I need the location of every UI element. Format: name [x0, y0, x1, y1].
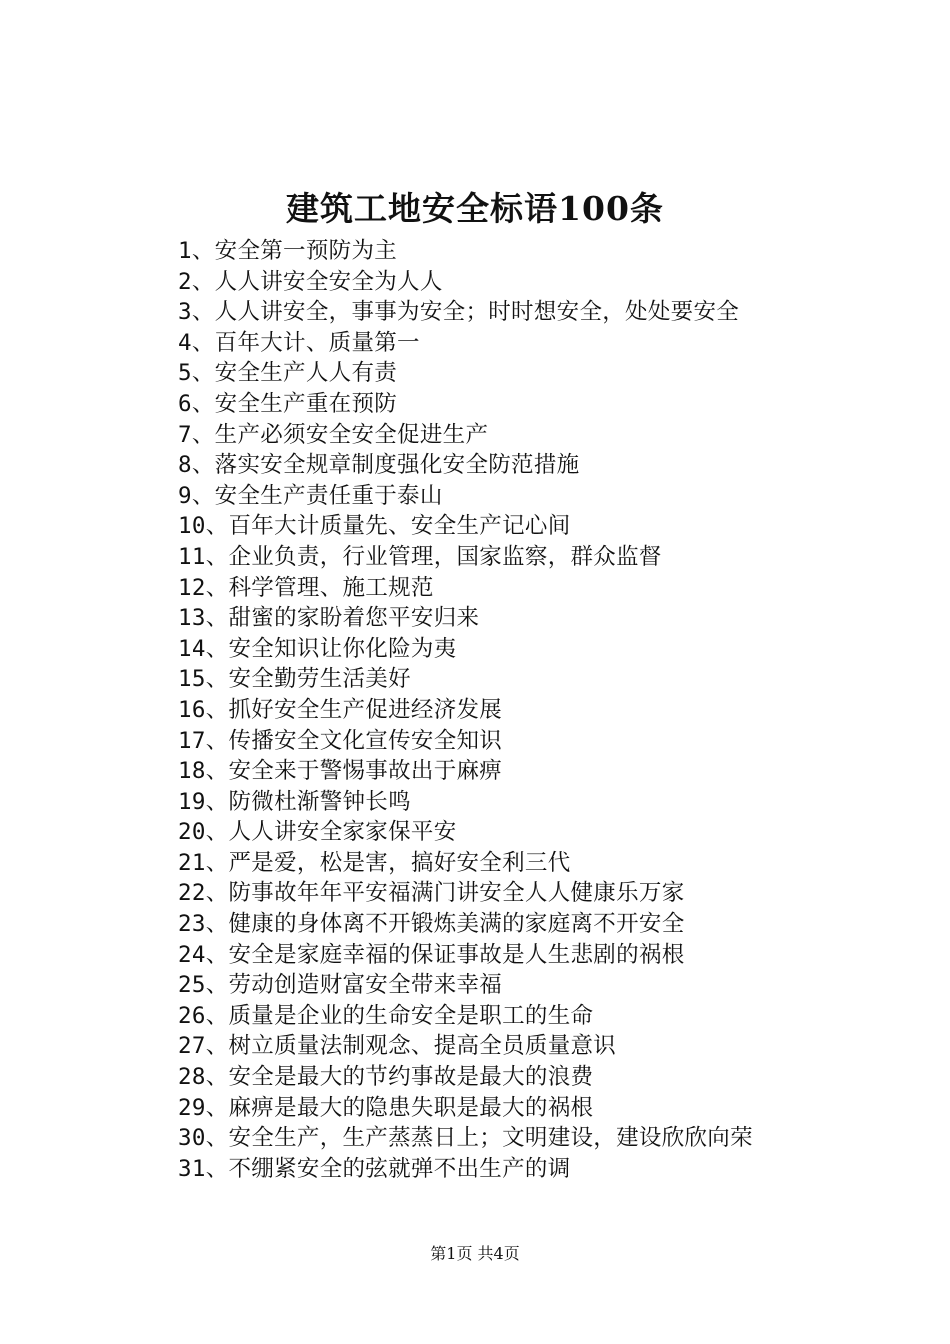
- list-item: 16、抓好安全生产促进经济发展: [178, 696, 503, 723]
- list-item: 23、健康的身体离不开锻炼美满的家庭离不开安全: [178, 911, 685, 938]
- list-item: 22、防事故年年平安福满门讲安全人人健康乐万家: [178, 880, 685, 907]
- list-item: 15、安全勤劳生活美好: [178, 666, 411, 693]
- list-item: 14、安全知识让你化险为夷: [178, 635, 457, 662]
- list-item: 24、安全是家庭幸福的保证事故是人生悲剧的祸根: [178, 941, 685, 968]
- list-item: 28、安全是最大的节约事故是最大的浪费: [178, 1064, 594, 1091]
- list-item: 13、甜蜜的家盼着您平安归来: [178, 605, 480, 632]
- list-item: 26、质量是企业的生命安全是职工的生命: [178, 1002, 594, 1029]
- list-item: 6、安全生产重在预防: [178, 390, 398, 417]
- list-item: 29、麻痹是最大的隐患失职是最大的祸根: [178, 1094, 594, 1121]
- list-item: 19、防微杜渐警钟长鸣: [178, 788, 411, 815]
- slogan-list: [178, 236, 753, 1184]
- list-item: 27、树立质量法制观念、提高全员质量意识: [178, 1033, 617, 1060]
- list-item: 2、人人讲安全安全为人人: [178, 268, 443, 295]
- list-item: 1、安全第一预防为主: [178, 238, 398, 264]
- list-item: 25、劳动创造财富安全带来幸福: [178, 972, 503, 999]
- list-item: 20、人人讲安全家家保平安: [178, 819, 457, 846]
- document-title: 建筑工地安全标语100条: [286, 189, 664, 228]
- list-item: 21、严是爱，松是害，搞好安全利三代: [178, 849, 571, 876]
- list-item: 31、不绷紧安全的弦就弹不出生产的调: [178, 1155, 571, 1182]
- list-item: 3、人人讲安全，事事为安全；时时想安全，处处要安全: [178, 299, 740, 326]
- list-item: 5、安全生产人人有责: [178, 360, 398, 387]
- list-item: 30、安全生产，生产蒸蒸日上；文明建设，建设欣欣向荣: [178, 1125, 753, 1152]
- list-item: 10、百年大计质量先、安全生产记心间: [178, 513, 571, 540]
- list-item: 11、企业负责，行业管理，国家监察，群众监督: [178, 543, 662, 570]
- list-item: 17、传播安全文化宣传安全知识: [178, 727, 503, 754]
- page-footer: 第1页 共4页: [430, 1244, 520, 1263]
- list-item: 9、安全生产责任重于泰山: [178, 482, 443, 509]
- list-item: 18、安全来于警惕事故出于麻痹: [178, 758, 503, 785]
- list-item: 7、生产必须安全安全促进生产: [178, 421, 489, 448]
- list-item: 8、落实安全规章制度强化安全防范措施: [178, 452, 580, 479]
- list-item: 12、科学管理、施工规范: [178, 574, 434, 601]
- list-item: 4、百年大计、质量第一: [178, 329, 420, 356]
